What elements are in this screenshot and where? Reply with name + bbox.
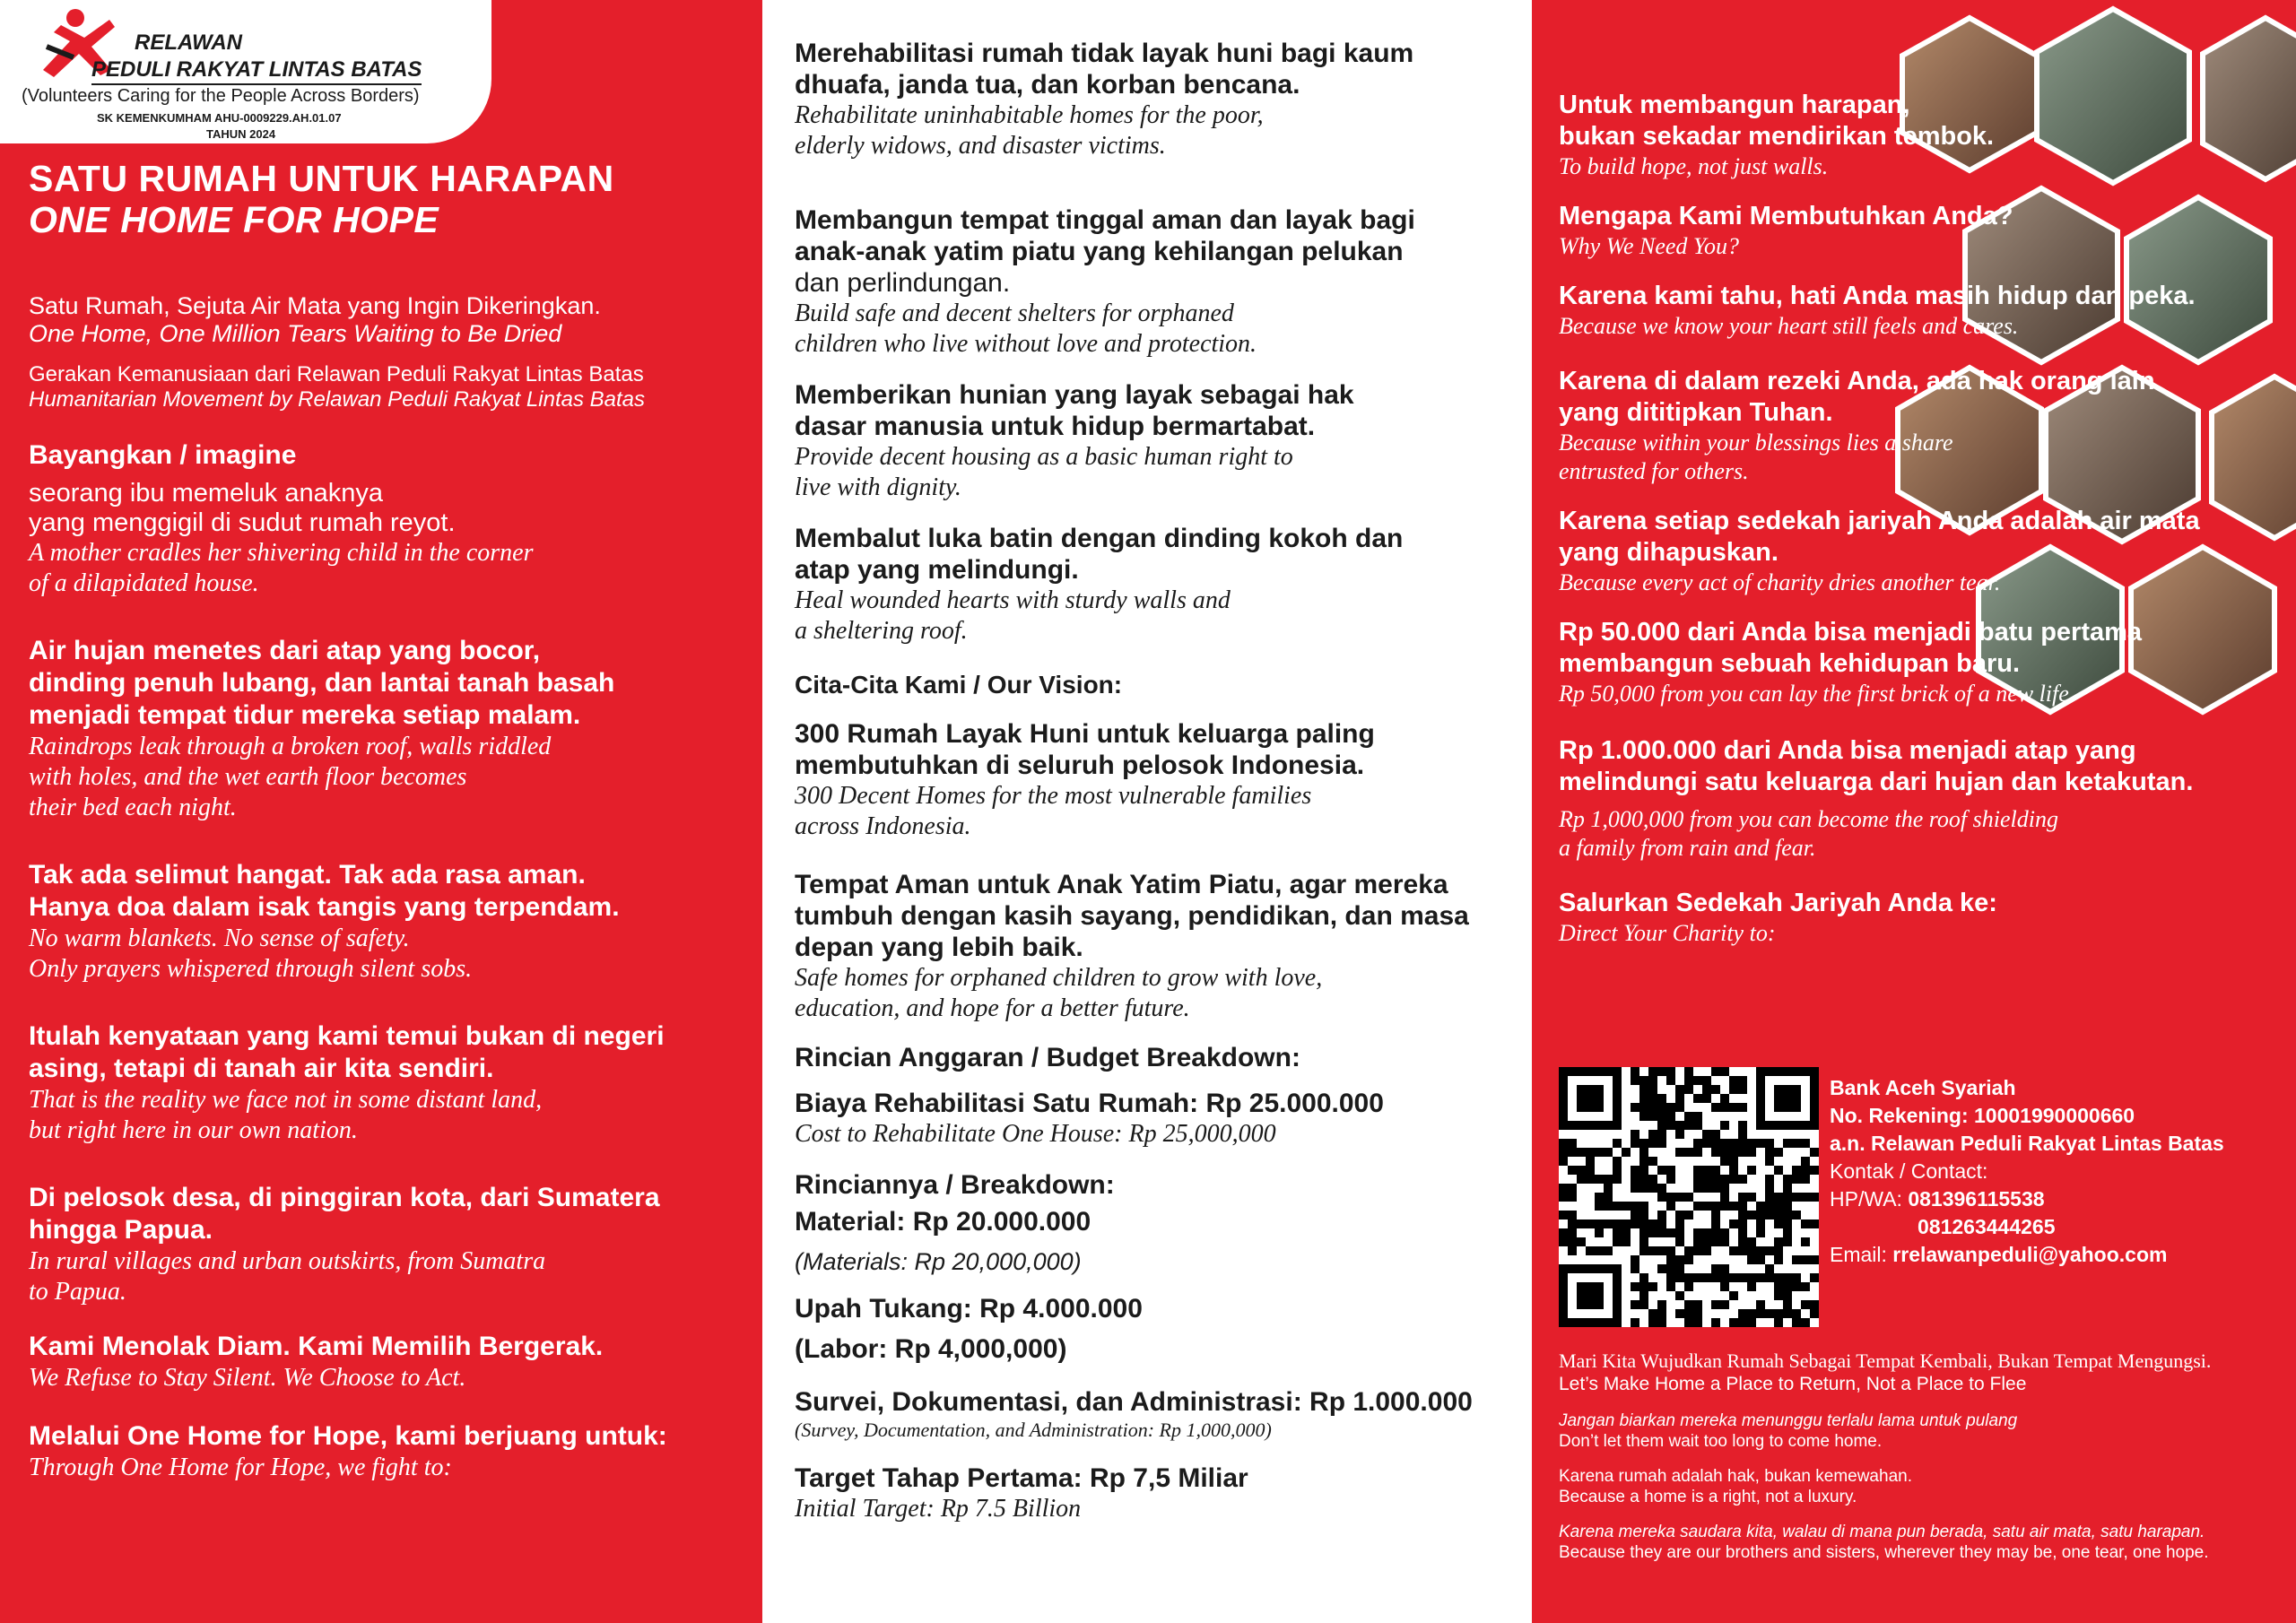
- rp50-line: membangun sebuah kehidupan baru.: [1559, 649, 2021, 678]
- movement-indonesian: Gerakan Kemanusiaan dari Relawan Peduli Rakyat Lintas Batas: [29, 362, 644, 386]
- hope-line: Untuk membangun harapan,: [1559, 91, 1910, 119]
- goal-en-line: Provide decent housing as a basic human right to: [795, 443, 1293, 471]
- phone-number-2[interactable]: 081263444265: [1918, 1215, 2056, 1238]
- contact-heading: Kontak / Contact:: [1830, 1159, 1988, 1183]
- rezeki-en-line: entrusted for others.: [1559, 458, 1749, 484]
- footer-messages: [1559, 1350, 2278, 1563]
- imagine-en-line: of a dilapidated house.: [29, 569, 259, 597]
- vision-en-line: 300 Decent Homes for the most vulnerable families: [795, 782, 1312, 810]
- title-indonesian: SATU RUMAH UNTUK HARAPAN: [29, 158, 614, 199]
- goal-line: dhuafa, janda tua, dan korban bencana.: [795, 70, 1300, 100]
- goal-en-line: elderly widows, and disaster victims.: [795, 132, 1166, 160]
- footer-line: Karena rumah adalah hak, bukan kemewahan.: [1559, 1467, 1912, 1486]
- labor-en-line: (Labor: Rp 4,000,000): [795, 1334, 1067, 1364]
- logo-line-sk: SK KEMENKUMHAM AHU-0009229.AH.01.07: [97, 111, 342, 125]
- heart-block: [1559, 281, 2276, 341]
- vision-line: membutuhkan di seluruh pelosok Indonesia.: [795, 751, 1365, 780]
- logo-line-tagline: (Volunteers Caring for the People Across Borders): [22, 86, 420, 106]
- rain-line: dinding penuh lubang, dan lantai tanah basah: [29, 668, 615, 698]
- logo-line-org-name: PEDULI RAKYAT LINTAS BATAS: [91, 57, 422, 85]
- vision-line: 300 Rumah Layak Huni untuk keluarga paling: [795, 719, 1375, 749]
- goal-en-line: Build safe and decent shelters for orphaned: [795, 299, 1234, 327]
- phone-row: [1830, 1185, 2224, 1213]
- village-en-line: to Papua.: [29, 1278, 126, 1306]
- movement-english: Humanitarian Movement by Relawan Peduli Rakyat Lintas Batas: [29, 387, 646, 412]
- reality-en-line: That is the reality we face not in some distant land,: [29, 1086, 543, 1114]
- rezeki-en-line: Because within your blessings lies a share: [1559, 430, 1953, 456]
- goal-line: anak-anak yatim piatu yang kehilangan pelukan: [795, 237, 1404, 266]
- goal-line: Membangun tempat tinggal aman dan layak bagi: [795, 205, 1415, 235]
- sedekah-block: [1559, 506, 2276, 597]
- through-block: [29, 1420, 741, 1483]
- village-line: Di pelosok desa, di pinggiran kota, dari Sumatera: [29, 1183, 660, 1212]
- sedekah-line: yang dihapuskan.: [1559, 538, 1779, 567]
- hope-en-line: To build hope, not just walls.: [1559, 153, 1829, 179]
- reality-line: asing, tetapi di tanah air kita sendiri.: [29, 1054, 494, 1083]
- through-en-line: Through One Home for Hope, we fight to:: [29, 1454, 452, 1481]
- email-address[interactable]: rrelawanpeduli@yahoo.com: [1892, 1243, 2168, 1266]
- vision-2: [795, 869, 1512, 1024]
- vision-en-line: across Indonesia.: [795, 812, 971, 840]
- subtitle-english: One Home, One Million Tears Waiting to Be Dried: [29, 320, 562, 347]
- reality-line: Itulah kenyataan yang kami temui bukan di negeri: [29, 1021, 665, 1051]
- rain-en-line: with holes, and the wet earth floor becomes: [29, 763, 467, 791]
- logo-line-year: TAHUN 2024: [206, 127, 276, 141]
- vision-line: Tempat Aman untuk Anak Yatim Piatu, agar mereka: [795, 870, 1448, 899]
- through-line: Melalui One Home for Hope, kami berjuang untuk:: [29, 1421, 667, 1451]
- rezeki-line: Karena di dalam rezeki Anda, ada hak orang lain: [1559, 367, 2155, 395]
- blanket-en-line: No warm blankets. No sense of safety.: [29, 924, 410, 952]
- vision-en-line: education, and hope for a better future.: [795, 994, 1190, 1022]
- goal-en-line: a sheltering roof.: [795, 617, 968, 645]
- goal-1: [795, 38, 1512, 161]
- cost-line: Biaya Rehabilitasi Satu Rumah: Rp 25.000.000: [795, 1089, 1384, 1118]
- right-content: [1559, 90, 2276, 948]
- rain-line: menjadi tempat tidur mereka setiap malam.: [29, 700, 581, 730]
- footer-line: Let’s Make Home a Place to Return, Not a Place to Flee: [1559, 1374, 2027, 1394]
- goal-line: dan perlindungan.: [795, 268, 1011, 298]
- goal-2: [795, 204, 1512, 360]
- goal-en-line: children who live without love and protection.: [795, 330, 1257, 358]
- goal-line: Membalut luka batin dengan dinding kokoh dan: [795, 524, 1404, 553]
- goal-en-line: Heal wounded hearts with sturdy walls and: [795, 586, 1231, 614]
- vision-heading: Cita-Cita Kami / Our Vision:: [795, 671, 1123, 699]
- rain-block: [29, 635, 741, 823]
- email-row: [1830, 1241, 2224, 1269]
- channel-en-line: Direct Your Charity to:: [1559, 920, 1776, 946]
- channel-line: Salurkan Sedekah Jariyah Anda ke:: [1559, 889, 1997, 917]
- rp1m-en-line: Rp 1,000,000 from you can become the roof shielding: [1559, 806, 2058, 832]
- rp50-en-line: Rp 50,000 from you can lay the first brick of a new life.: [1559, 681, 2075, 707]
- reality-block: [29, 1020, 741, 1146]
- village-en-line: In rural villages and urban outskirts, from Sumatra: [29, 1247, 546, 1275]
- bank-name: Bank Aceh Syariah: [1830, 1076, 2016, 1099]
- goal-line: dasar manusia untuk hidup bermartabat.: [795, 412, 1316, 441]
- footer-line: Karena mereka saudara kita, walau di mana pun berada, satu air mata, satu harapan.: [1559, 1523, 2205, 1541]
- why-line: Mengapa Kami Membutuhkan Anda?: [1559, 202, 2013, 230]
- survey-en-line: (Survey, Documentation, and Administration: Rp 1,000,000): [795, 1419, 1272, 1441]
- blanket-block: [29, 859, 741, 985]
- logo-block: [0, 0, 491, 143]
- hope-line: bukan sekadar mendirikan tembok.: [1559, 122, 1995, 151]
- footer-line: Jangan biarkan mereka menunggu terlalu lama untuk pulang: [1559, 1411, 2018, 1430]
- breakdown-heading: Rinciannya / Breakdown:: [795, 1170, 1115, 1200]
- village-block: [29, 1182, 741, 1307]
- goal-line: Merehabilitasi rumah tidak layak huni bagi kaum: [795, 39, 1414, 68]
- target-en-line: Initial Target: Rp 7.5 Billion: [795, 1495, 1082, 1523]
- title-english: ONE HOME FOR HOPE: [29, 199, 439, 240]
- goal-line: atap yang melindungi.: [795, 555, 1079, 585]
- rain-en-line: Raindrops leak through a broken roof, walls riddled: [29, 733, 552, 760]
- qr-code-icon: [1559, 1067, 1819, 1327]
- goal-4: [795, 523, 1512, 647]
- rp1m-line: Rp 1.000.000 dari Anda bisa menjadi atap yang: [1559, 736, 2136, 765]
- email-label: Email:: [1830, 1243, 1887, 1266]
- labor-line: Upah Tukang: Rp 4.000.000: [795, 1294, 1143, 1324]
- rp1m-line: melindungi satu keluarga dari hujan dan ketakutan.: [1559, 768, 2194, 796]
- subtitle-indonesian: Satu Rumah, Sejuta Air Mata yang Ingin Dikeringkan.: [29, 292, 601, 319]
- middle-panel: [762, 0, 1532, 1623]
- refuse-line: Kami Menolak Diam. Kami Memilih Bergerak.: [29, 1332, 604, 1361]
- goal-en-line: live with dignity.: [795, 473, 961, 501]
- logo-line-relawan: RELAWAN: [135, 30, 242, 55]
- phone-number[interactable]: 081396115538: [1908, 1187, 2045, 1211]
- heart-line: Karena kami tahu, hati Anda masih hidup dan peka.: [1559, 282, 2196, 310]
- goal-3: [795, 379, 1512, 503]
- rain-en-line: their bed each night.: [29, 794, 237, 821]
- left-content: [29, 158, 741, 1483]
- budget-heading: Rincian Anggaran / Budget Breakdown:: [795, 1043, 1300, 1072]
- village-line: hingga Papua.: [29, 1215, 213, 1245]
- imagine-heading: Bayangkan / imagine: [29, 440, 297, 470]
- blanket-line: Tak ada selimut hangat. Tak ada rasa aman.: [29, 860, 586, 890]
- imagine-en-line: A mother cradles her shivering child in the corner: [29, 539, 534, 567]
- footer-line: Don’t let them wait too long to come home.: [1559, 1432, 1883, 1451]
- rp50-block: [1559, 617, 2276, 708]
- account-name: a.n. Relawan Peduli Rakyat Lintas Batas: [1830, 1132, 2224, 1155]
- survey-line: Survei, Dokumentasi, dan Administrasi: Rp 1.000.000: [795, 1387, 1473, 1417]
- rezeki-block: [1559, 366, 2276, 486]
- imagine-line: seorang ibu memeluk anaknya: [29, 479, 383, 508]
- material-en-line: (Materials: Rp 20,000,000): [795, 1248, 1082, 1275]
- footer-line: Mari Kita Wujudkan Rumah Sebagai Tempat Kembali, Bukan Tempat Mengungsi.: [1559, 1350, 2212, 1372]
- refuse-block: [29, 1331, 741, 1393]
- why-block: [1559, 201, 2276, 261]
- cost-en-line: Cost to Rehabilitate One House: Rp 25,000,000: [795, 1120, 1276, 1148]
- imagine-block: [29, 439, 741, 599]
- why-en-line: Why We Need You?: [1559, 233, 1740, 259]
- sedekah-line: Karena setiap sedekah jariyah Anda adalah air mata: [1559, 507, 2200, 535]
- vision-en-line: Safe homes for orphaned children to grow with love,: [795, 964, 1323, 992]
- material-line: Material: Rp 20.000.000: [795, 1207, 1091, 1237]
- budget-section: [795, 1042, 1512, 1524]
- blanket-en-line: Only prayers whispered through silent sobs.: [29, 955, 473, 983]
- account-number: No. Rekening: 10001990000660: [1830, 1104, 2135, 1127]
- bank-details: [1830, 1074, 2224, 1269]
- right-panel: [1532, 0, 2296, 1623]
- left-panel: [0, 0, 762, 1623]
- sedekah-en-line: Because every act of charity dries another tear.: [1559, 569, 2001, 595]
- rp1m-block: [1559, 735, 2276, 863]
- goal-en-line: Rehabilitate uninhabitable homes for the poor,: [795, 101, 1264, 129]
- vision-line: depan yang lebih baik.: [795, 933, 1083, 962]
- imagine-line: yang menggigil di sudut rumah reyot.: [29, 508, 456, 537]
- rp50-line: Rp 50.000 dari Anda bisa menjadi batu pertama: [1559, 618, 2143, 647]
- qr-code[interactable]: [1559, 1067, 1819, 1327]
- target-line: Target Tahap Pertama: Rp 7,5 Miliar: [795, 1463, 1248, 1493]
- footer-line: Because they are our brothers and sisters, wherever they may be, one tear, one hope.: [1559, 1543, 2209, 1562]
- rezeki-line: yang dititipkan Tuhan.: [1559, 398, 1833, 427]
- blanket-line: Hanya doa dalam isak tangis yang terpendam.: [29, 892, 620, 922]
- vision-section: [795, 670, 1512, 1024]
- vision-1: [795, 718, 1512, 842]
- reality-en-line: but right here in our own nation.: [29, 1116, 358, 1144]
- footer-line: Because a home is a right, not a luxury.: [1559, 1488, 1857, 1506]
- refuse-en-line: We Refuse to Stay Silent. We Choose to Act.: [29, 1364, 466, 1392]
- goal-line: Memberikan hunian yang layak sebagai hak: [795, 380, 1354, 410]
- vision-line: tumbuh dengan kasih sayang, pendidikan, dan masa: [795, 901, 1469, 931]
- channel-block: [1559, 888, 2276, 948]
- hope-block: [1559, 90, 2276, 181]
- phone-label: HP/WA:: [1830, 1187, 1902, 1211]
- heart-en-line: Because we know your heart still feels and cares.: [1559, 313, 2019, 339]
- rain-line: Air hujan menetes dari atap yang bocor,: [29, 636, 541, 665]
- rp1m-en-line: a family from rain and fear.: [1559, 835, 1816, 861]
